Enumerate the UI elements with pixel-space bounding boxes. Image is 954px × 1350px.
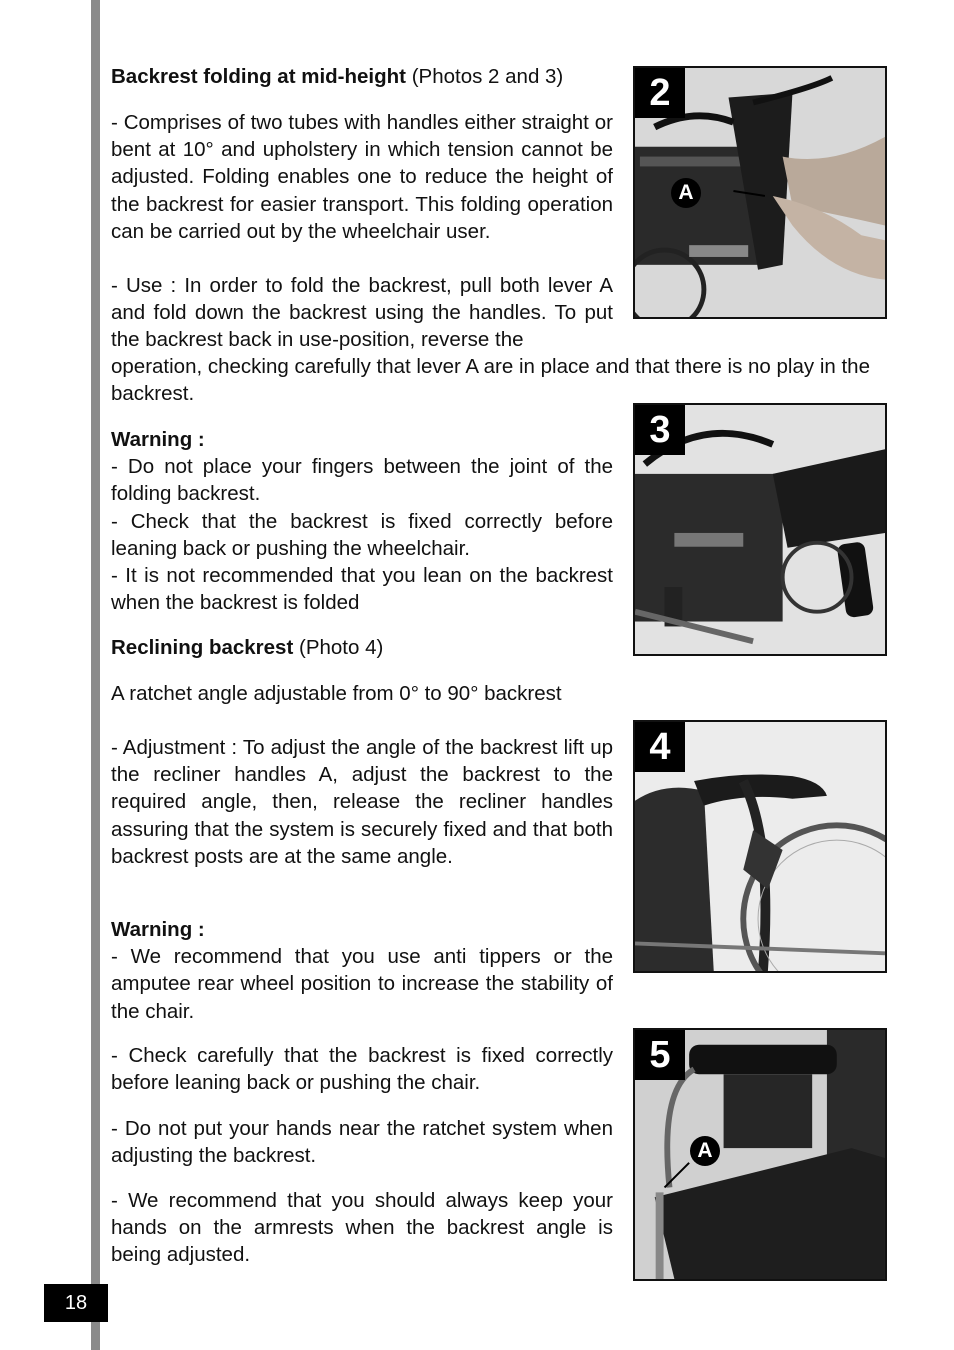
callout-a: A <box>690 1136 720 1166</box>
warning-2-item: - We recommend that you should always keep your hands on the armrests when the backrest angle is being adjusted. <box>111 1189 613 1267</box>
photo-3-number: 3 <box>635 405 685 455</box>
side-bar <box>91 0 100 1350</box>
warning-2-item: - Check carefully that the backrest is fixed correctly before leaning back or pushing the chair. <box>111 1044 613 1095</box>
heading-bold: Reclining backrest <box>111 636 294 659</box>
heading-bold: Backrest folding at mid-height <box>111 65 406 88</box>
photo-4-number: 4 <box>635 722 685 772</box>
warning-1-item: - Check that the backrest is fixed correctly before leaning back or pushing the wheelchair. <box>111 509 613 560</box>
heading-rest: (Photos 2 and 3) <box>406 65 564 88</box>
warning-2-item: - Do not put your hands near the ratchet system when adjusting the backrest. <box>111 1117 613 1168</box>
section-heading-folding <box>111 63 613 90</box>
photo-2 <box>633 66 887 319</box>
section-heading-reclining <box>111 634 613 661</box>
photo-3 <box>633 403 887 656</box>
heading-rest: (Photo 4) <box>293 636 384 659</box>
folding-paragraph-2: - Use : In order to fold the backrest, pull both lever A and fold down the backrest using the handles. To put the backrest back in use-position, reverse the <box>111 274 613 352</box>
page-number: 18 <box>44 1284 108 1322</box>
warning-1-item: - Do not place your fingers between the joint of the folding backrest. <box>111 455 613 506</box>
warning-2-heading: Warning : <box>111 918 205 941</box>
photo-2-number: 2 <box>635 68 685 118</box>
photo-4 <box>633 720 887 973</box>
photo-5 <box>633 1028 887 1281</box>
warning-2-block <box>111 916 613 1025</box>
warning-1-block <box>111 426 613 616</box>
folding-paragraph-2-continued: operation, checking carefully that lever A are in place and that there is no play in the backrest. <box>111 355 870 406</box>
folding-paragraph-1: - Comprises of two tubes with handles either straight or bent at 10° and upholstery in which tension cannot be adjusted. Folding enables one to reduce the height of the backrest for easier transport. This folding operation can be carried out by the wheelchair user. <box>111 111 613 243</box>
warning-2-item: - We recommend that you use anti tippers or the amputee rear wheel position to increase the stability of the chair. <box>111 945 613 1023</box>
reclining-paragraph-1: A ratchet angle adjustable from 0° to 90° backrest <box>111 682 562 705</box>
warning-1-heading: Warning : <box>111 428 205 451</box>
callout-a: A <box>671 178 701 208</box>
warning-1-item: - It is not recommended that you lean on the backrest when the backrest is folded <box>111 564 613 615</box>
reclining-paragraph-2: - Adjustment : To adjust the angle of the backrest lift up the recliner handles A, adjust the backrest to the required angle, then, release the recliner handles assuring that the system is securely fixed and that both backrest posts are at the same angle. <box>111 736 613 868</box>
photo-5-number: 5 <box>635 1030 685 1080</box>
